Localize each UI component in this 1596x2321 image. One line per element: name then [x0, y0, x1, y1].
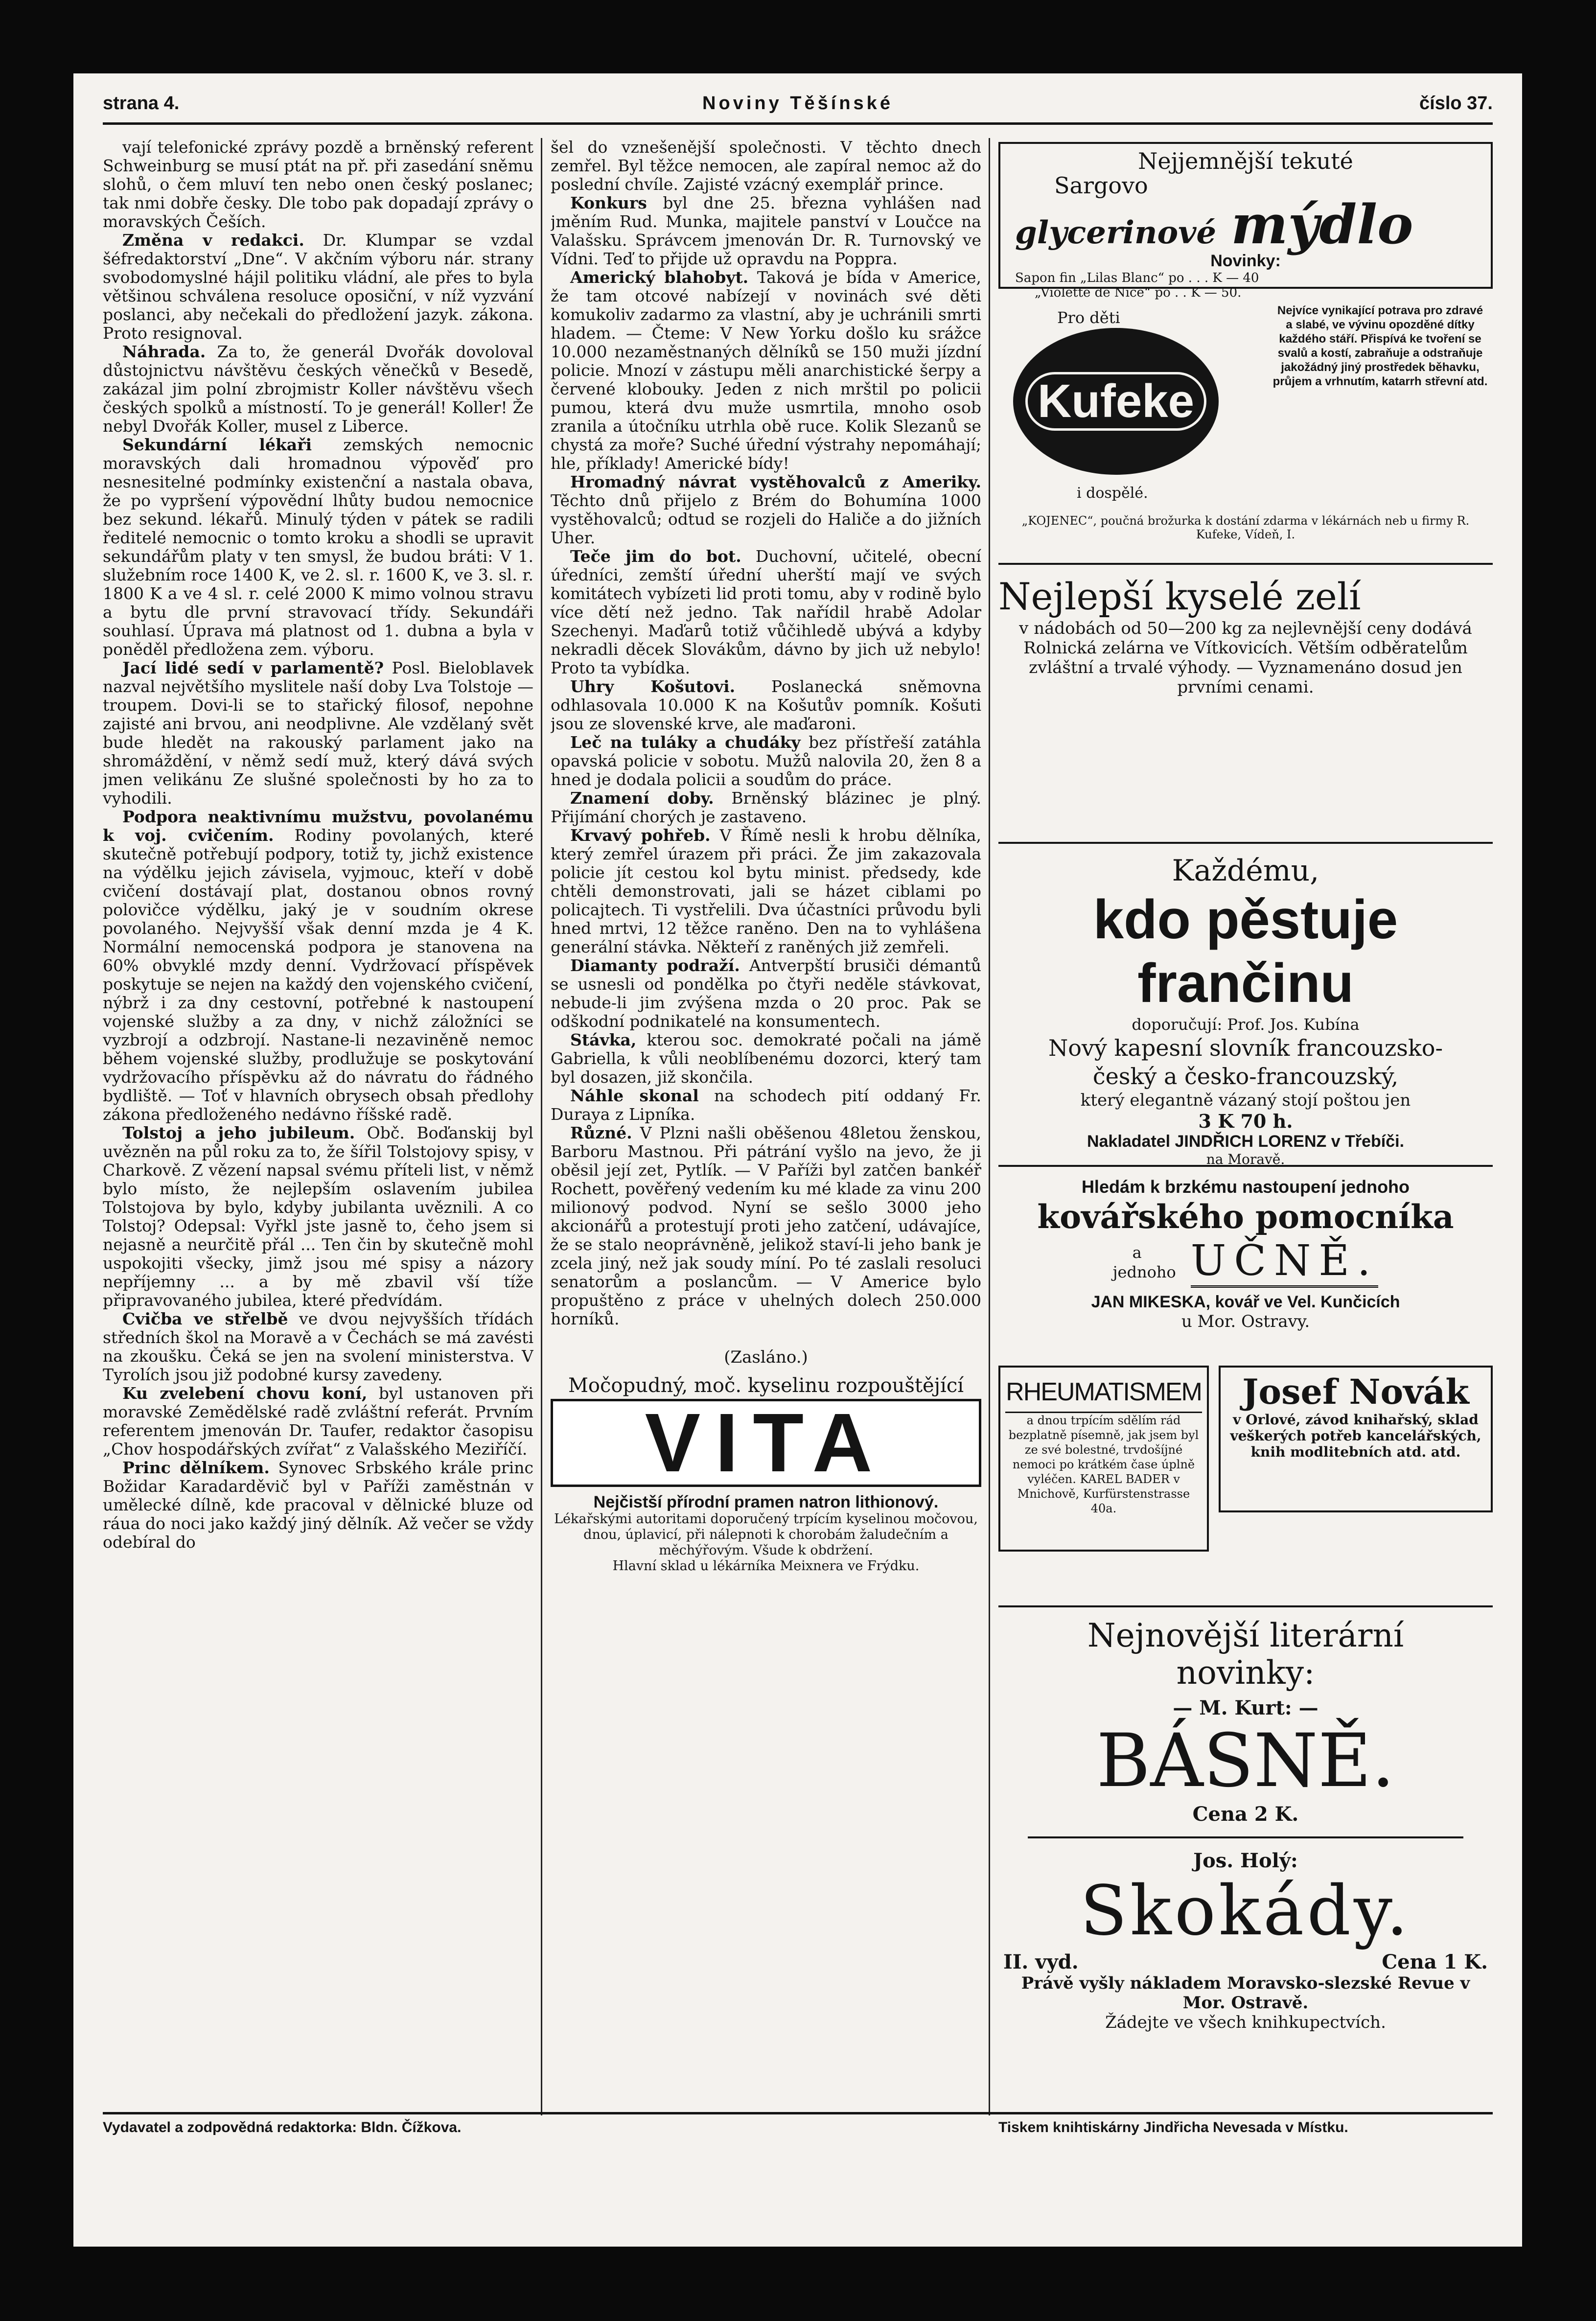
article: Leč na tuláky a chudáky bez přístřeší zatáhla opavská policie v sobotu. Mužů nalovila 20, žen 8 a hned je dodala policii a soudům do práce. — [551, 733, 981, 789]
column-1 — [103, 138, 533, 2115]
article: šel do vznešenější společnosti. V těchto dnech zemřel. Byl těžce nemocen, ale zapíral nemoc až do poslední chvíle. Zajisté vzácný exemplář prince. — [551, 138, 981, 194]
article: Konkurs byl dne 25. března vyhlášen nad jměním Rud. Munka, majitele panství v Loučce na Valašsku. Správcem jmenován Dr. R. Turnovský ve Vídni. Teď to přijde už opravdu na Poppra. — [551, 193, 981, 268]
article: Ku zvelebení chovu koní, byl ustanoven při moravské Zemědělské radě zvláštní referát. Prvním referentem jmenován Dr. Taufer, redaktor časopisu „Chov hospodářských zvířat“ z Valašského Meziříčí. — [103, 1384, 533, 1459]
ad-kufeke: Pro děti Kufeke i dospělé. Nejvíce vynikající potrava pro zdravé a slabé, ve vývinu opozděné dítky každého stáří. Přispívá ke tvoření se svalů a kostí, zabraňuje a odstraňuje jakožádný jiný prostředek běhavku, průjem a vrhnutím, katarrh střevní atd. — [998, 303, 1493, 509]
kufeke-bottom: „KOJENEC“, poučná brožurka k dostání zdarma v lékárnách neb u firmy R. Kufeke, Vídeň, I. — [1021, 514, 1470, 541]
issue-number: číslo 37. — [1419, 93, 1493, 114]
vita-tagline: Nejčistší přírodní pramen natron lithionový. — [593, 1493, 939, 1511]
page-header — [103, 93, 1493, 122]
article: Jací lidé sedí v parlamentě? Posl. Bieloblavek nazval největšího myslitele naší doby Lva Tolstoje — troupem. Dovi-li se to stařický filosof, nepohne zajisté ani brvou, ani neodplivne. Ale vzdělaný svět bude hledět na rakouský parlament jako na shromáždění, v němž sedí muž, který dává svých jmen velikánu Ze slušné společnosti by ho za to vyhodili. — [103, 658, 533, 808]
vita-text: Lékařskými autoritami doporučený trpícím kyselinou močovou, dnou, úplavicí, při nálepnoti k chorobám žaludečním a měchýřovým. Všude k obdržení. — [554, 1511, 978, 1558]
ad-francina: Každému, kdo pěstuje frančinu doporučují: Prof. Jos. Kubína Nový kapesní slovník francouzsko- český a česko-francouzský, který elegantně vázaný stojí poštou jen 3 K 70 h. Nakladatel JINDŘICH LORENZ v Třebíči. na Moravě. — [998, 842, 1493, 1167]
article: Náhle skonal na schodech pití oddaný Fr. Duraya z Lipníka. — [551, 1086, 981, 1124]
article: Teče jim do bot. Duchovní, učitelé, obecní úředníci, zemští úřední uherští mají ve svých komitátech vybízeti lid proti tomu, aby v rodině bylo více dětí než jedno. Tak nařídil hrabě Adolar Szechenyi. Maďarů totiž vůčihledě ubývá a kdyby nekradli děcek Slovákům, dávno by jich už nebylo! Proto ta vybídka. — [551, 547, 981, 677]
article: Diamanty podraží. Antverpští brusiči démantů se usnesli od pondělka po čtyři neděle stávkovat, nebude-li jim zvýšena mzda o 20 proc. Pak se odškodní podnikatelé na konsumentech. — [551, 956, 981, 1031]
footer-rule — [103, 2112, 1493, 2114]
newspaper-page — [73, 73, 1522, 2247]
ad-rheumatismus: RHEUMATISMEM a dnou trpícím sdělím rád bezplatně písemně, jak jsem byl ze své bolestné, trvdošíjné nemoci po krátkém čase úplně vyléčen. KAREL BADER v Mnichově, Kurfürstenstrasse 40a. — [998, 1366, 1209, 1552]
article: Princ dělníkem. Synovec Srbského krále princ Božidar Karadarděvič byl v Paříži zaměstnán v umělecké dílně, kde pracoval v dělnické bluze od ráua do noci jako každý jiný dělník. Až večer se vždy odebíral do — [103, 1458, 533, 1552]
kufeke-logo: Kufeke — [1013, 328, 1219, 475]
column-divider — [541, 138, 542, 2115]
article: Cvičba ve střelbě ve dvou nejvyšších třídách středních škol na Moravě a v Čechách se má zavésti na zkoušku. Čeká se jen na svolení ministerstva. V Tyrolích jsou již podobné kursy zavedeny. — [103, 1309, 533, 1384]
article: Stávka, kterou soc. demokraté počali na jámě Gabriella, k vůli neoblíbenému dozorci, který tam byl dosazen, již skončila. — [551, 1030, 981, 1087]
article: Americký blahobyt. Taková je bída v Americe, že tam otcové nabízejí v novinách své děti komukoliv zadarmo za vlastní, aby je uchránili smrti hladem. — Čteme: V New Yorku došlo ku srážce 10.000 nezaměstnaných dělníků se 150 muži jízdní policie. Mnozí v zástupu měli anarchistické šerpy a červené klobouky. Jeden z nich mrštil po policii pumou, která dvu muže usmrtila, mnoho osob zranila a útočníku utrhla obě ruce. Kolik Slezanů se chystá za moře? Suché úřední výstrahy nepomáhají; hle, příklady! Americké bídy! — [551, 268, 981, 473]
footer-publisher: Vydavatel a zodpovědná redaktorka: Bldn. Čížkova. — [103, 2119, 462, 2135]
article: vají telefonické zprávy pozdě a brněnský referent Schweinburg se musí ptát na př. při zasedání sněmu slohů, o čem mluví ten nebo onen český poslanec; tak nmi dobře česky. Dle tobo pak dopadají zprávy o moravských Češích. — [103, 138, 533, 231]
ad-kovar: Hledám k brzkému nastoupení jednoho kovářského pomocníka a jednoho UČNĚ. JAN MIKESKA, kovář ve Vel. Kunčicích u Mor. Ostravy. — [998, 1165, 1493, 1331]
vita-line: Močopudný, moč. kyselinu rozpouštějící — [568, 1374, 964, 1397]
ad-sargovo-soap: Nejjemnější tekuté Sargovo glycerinové mýdlo Novinky: Sapon fin „Lilas Blanc“ po . . . K — 40 „Violette de Nice“ po . . K — 50. — [998, 142, 1493, 289]
article: Sekundární lékaři zemských nemocnic moravských dali hromadnou výpověď pro nesnesitelné podmínky existenční a nastala obava, že po vypršení výpovědní lhůty budou nemocnice bez sekund. lékařů. Minulý týden v pátek se radili ředitelé nemocnic o tomto kroku a shodli se upravit sekundářům platy v ten smysl, že budou bráti: V 1. služebním roce 1400 K, ve 2. sl. r. 1600 K, ve 3. sl. r. 1800 K a ve 4 sl. r. celé 2000 K mimo volnou stravu a bytu dle první stravovací třídy. Sekundáři souhlasí. Úprava má platnost od 1. dubna a byla v poněděl předložena zem. výboru. — [103, 435, 533, 659]
article: Různé. V Plzni našli oběšenou 48letou ženskou, Barboru Mastnou. Při pátrání vyšlo na jevo, že ji oběsil její zet, Pytlík. — V Paříži byl zatčen bankéř Rochett, pověřený vedením ku mé klade za vinu 200 milionový podvod. Nyní se sešlo 3000 jeho akcionářů a protestují proti jeho zatčení, udávajíce, že se stalo neoprávněně, jelikož staví-li jeho bank je zcela jiný, než jak soudy míní. Po té zaslali resoluci senatorům a poslancům. — V Americe bylo propuštěno z práce v uhelných dolech 250.000 horníků. — [551, 1123, 981, 1328]
article: Krvavý pohřeb. V Římě nesli k hrobu dělníka, který zemřel úrazem při práci. Že jim zakazovala policie jít cestou kol bytu minist. předsedy, kde chtěli demonstrovati, jali se házet ciblami po policajtech. Ti vystřelili. Dva účastníci průvodu byli hned mrtvi, 12 těžce raněno. Den na to vyhlášena generální stávka. Někteří z raněných již zemřeli. — [551, 826, 981, 956]
ad-novak: Josef Novák v Orlové, závod knihařský, sklad veškerých potřeb kancelářských, knih modlitebních atd. atd. — [1219, 1366, 1493, 1512]
column-2 — [551, 138, 981, 2115]
article: Náhrada. Za to, že generál Dvořák dovoloval důstojnictvu návštěvu českých věnečků v Besedě, zakázal jim polní zbrojmistr Koller návštěvu všech českých spolků a místností. To je generál! Koller! Že nebyl Dvořák Koller, musel z Liberce. — [103, 342, 533, 436]
vita-logo: VITA — [551, 1399, 981, 1487]
article: Znamení doby. Brněnský blázinec je plný. Přijímání chorých je zastaveno. — [551, 789, 981, 826]
article: Změna v redakci. Dr. Klumpar se vzdal šéfredaktorství „Dne“. V akčním výboru nár. strany svobodomyslné hájil politiku vládní, ale přes to byla většinou schválena resoluce oposiční, v níž vyzvání poslanci, aby nečekali do předložení jazyk. zákona. Proto resignoval. — [103, 231, 533, 343]
article: Uhry Košutovi. Poslanecká sněmovna odhlasovala 10.000 K na Košutův pomník. Košuti jsou ze slovenské krve, ale maďaroni. — [551, 677, 981, 733]
article: Tolstoj a jeho jubileum. Obč. Boďanskij byl uvězněn na půl roku za to, že šířil Tolstojovy spisy, v Charkově. Z vězení napsal svému příteli list, v němž bylo místo, že nejlepším oslavením jubilea Tolstojova by bylo, kdyby jubilanta uvěznili. A co Tolstoj? Odepsal: Vyřkl jste jasně to, čeho jsem si nejasně a neurčitě přál ... Ten čin by skutečně mohl uspokojiti všecky, jimž jsou mé spisy a názory nepříjemny ... a by mě zbavil vší tíže připravovaného jubilea, které předvídám. — [103, 1123, 533, 1310]
article: Hromadný návrat vystěhovalců z Ameriky. Těchto dnů přijelo z Brém do Bohumína 1000 vystěhovalců; odtud se rozjeli do Haliče a do jižních Uher. — [551, 472, 981, 547]
vita-footer: Hlavní sklad u lékárníka Meixnera ve Frýdku. — [612, 1558, 920, 1574]
newspaper-title: Noviny Těšínské — [702, 93, 893, 114]
header-rule — [103, 122, 1493, 125]
page-label: strana 4. — [103, 93, 180, 114]
column-divider — [989, 138, 990, 2115]
zaslano-label: (Zasláno.) — [724, 1347, 808, 1367]
footer-printer: Tiskem knihtiskárny Jindřicha Nevesada v Místku. — [998, 2119, 1348, 2135]
article: Podpora neaktivnímu mužstvu, povolanému k voj. cvičením. Rodiny povolaných, které skutečně potřebují podpory, totiž ty, jichž existence na výdělku jejich závisela, vyjmouc, kteří v době cvičení dostávají plat, dostanou obnos rovný polovičce výdělku, jaký je v soudním okrese povolaného. Nejvyšší však denní mzda je 4 K. Normální nemocenská podpora je stanovena na 60% obvyklé mzdy denní. Vydržovací příspěvek poskytuje se nejen na každý den vojenského cvičení, nýbrž i za dny cestovní, potřebné k nastoupení vojenské služby a za dny, v nichž záložníci se vyzbrojí a odzbrojí. Nastane-li nezaviněně nemoc během vojenské služby, prodlužuje se poskytování vydržovacího příspěvku až do návratu do řádného bydliště. — Toť v hlavních obrysech obsah předlohy zákona předloženého nedávno říšské radě. — [103, 807, 533, 1124]
ad-basne: Nejnovější literární novinky: — M. Kurt: — BÁSNĚ. Cena 2 K. Jos. Holý: Skokády. II. vyd. Cena 1 K. Právě vyšly nákladem Moravsko-slezské Revue v Mor. Ostravě. Žádejte ve všech knihkupectvích. — [998, 1605, 1493, 2032]
ad-zeli: Nejlepší kyselé zelí v nádobách od 50—200 kg za nejlevnější ceny dodává Rolnická zelárna ve Vítkovicích. Větším odběratelům zvláštní a trvalé výhody. — Vyznamenáno dosud jen prvními cenami. — [998, 563, 1493, 697]
